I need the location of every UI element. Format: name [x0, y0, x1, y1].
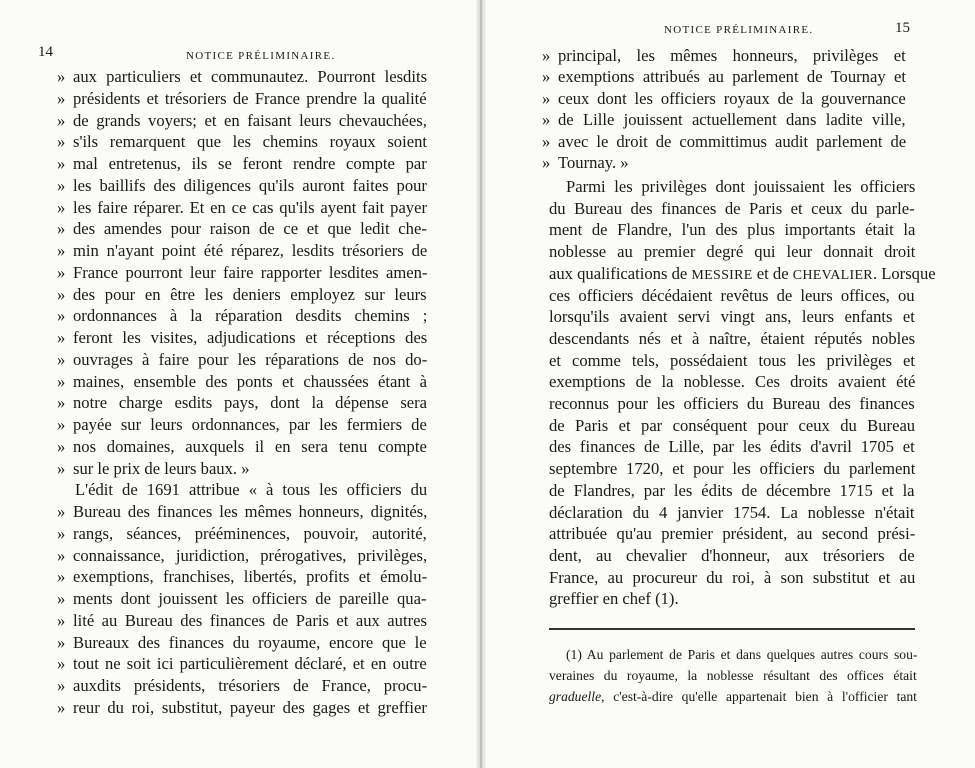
text-line: » aux particuliers et communautez. Pourront lesdits: [57, 67, 428, 86]
text-line: et comme tels, possédaient tous les privilèges et: [549, 350, 915, 370]
running-head: NOTICE PRÉLIMINAIRE.: [186, 50, 336, 62]
text-line: déclaration du 4 janvier 1754. La noblesse n'était: [549, 502, 915, 522]
page-number: 14: [38, 44, 53, 60]
text-line: attribuée qu'au premier président, au second prési-: [549, 524, 916, 544]
text-line: septembre 1720, et pour les officiers du parlement: [549, 459, 916, 479]
text-line: » France pourront leur faire rapporter lesdites amen-: [57, 262, 428, 282]
text-line: » exemptions attribués au parlement de Tournay et: [542, 67, 906, 87]
text-line: » auxdits présidents, trésoriers de France, procu-: [57, 676, 428, 695]
text-line: descendants nés et à naître, étaient réputés nobles: [549, 328, 916, 348]
text-line: » exemptions, franchises, libertés, profits et émolu-: [57, 567, 428, 587]
text-line: greffier en chef (1).: [549, 589, 679, 609]
text-line: dent, au chevalier d'honneur, aux trésoriers de: [549, 545, 915, 565]
text-line: » mal entretenus, ils se feront rendre compte par: [57, 154, 427, 173]
text-line: » avec le droit de committimus audit parlement de: [542, 131, 907, 151]
text-line: » sur le prix de leurs baux. »: [57, 458, 250, 478]
text-line: » principal, les mêmes honneurs, privilèges et: [542, 46, 906, 65]
text-line: » ordonnances à la réparation desdits chemins ;: [57, 306, 428, 326]
text-line: » ments dont jouissent les officiers de pareille qua-: [57, 589, 427, 608]
text-line: » notre charge esdits pays, dont la dépense sera: [57, 393, 428, 413]
text-line: » reur du roi, substitut, payeur des gages et greffier: [57, 697, 427, 717]
text-line: ment de Flandre, l'un des plus importants était la: [549, 220, 916, 240]
text-line: reconnus pour les officiers du Bureau des finances: [549, 394, 915, 413]
footnote-line: veraines du royaume, la noblesse résultant des offices était: [549, 668, 917, 683]
footnote-line: graduelle, c'est-à-dire qu'elle appartenait bien à l'officier tant: [549, 689, 917, 704]
text-line: » ceux dont les officiers royaux de la gouvernance: [542, 88, 906, 108]
text-line: » de grands voyers; et en faisant leurs chevauchées,: [57, 110, 427, 130]
text-line: » feront les visites, adjudications et réceptions des: [57, 328, 428, 347]
text-line: ces officiers décédaient revêtus de leurs offices, ou: [549, 285, 915, 305]
text-line: exemptions de la noblesse. Ces droits avaient été: [549, 372, 916, 392]
footnote-line: (1) Au parlement de Paris et dans quelques autres cours sou-: [566, 647, 918, 662]
text-line: de Paris et par conséquent pour ceux du Bureau: [549, 415, 916, 435]
text-line: des finances de Lille, par les édits d'avril 1705 et: [549, 437, 915, 457]
text-line: » Tournay. »: [542, 153, 629, 172]
text-line: noblesse au premier degré qui leur donnait droit: [549, 242, 916, 262]
text-line: » connaissance, juridiction, prérogatives, privilèges,: [57, 545, 428, 565]
text-line: » lité au Bureau des finances de Paris et aux autres: [57, 610, 427, 630]
text-line: » Bureau des finances les mêmes honneurs, dignités,: [57, 502, 428, 521]
text-line: » tout ne soit ici particulièrement déclaré, et en outre: [57, 654, 427, 674]
text-line: lorsqu'ils avaient servi vingt ans, leurs enfants et: [549, 307, 915, 327]
text-line: » de Lille jouissent actuellement dans ladite ville,: [542, 110, 906, 130]
right-page: [484, 0, 975, 768]
text-line: France, au procureur du roi, à son substitut et au: [549, 567, 916, 587]
text-line: » les faire réparer. Et en ce cas qu'ils ayent fait payer: [57, 197, 427, 217]
left-page: [0, 0, 478, 768]
text-line: » les baillifs des diligences qu'ils auront faites pour: [57, 175, 427, 195]
text-line: du Bureau des finances de Paris et ceux du parle-: [549, 198, 915, 218]
text-line: » maines, ensemble des ponts et chaussées étant à: [57, 371, 427, 391]
text-line: » présidents et trésoriers de France prendre la qualité: [57, 88, 427, 108]
text-line: » payée sur leurs ordonnances, par les fermiers de: [57, 415, 427, 434]
text-line: aux qualifications de MESSIRE et de CHEVALIER. Lorsque: [549, 263, 936, 283]
text-line: » ouvrages à faire pour les réparations de nos do-: [57, 349, 428, 369]
text-line: » des pour en être les deniers employez sur leurs: [57, 284, 427, 304]
running-head: NOTICE PRÉLIMINAIRE.: [664, 24, 814, 36]
text-line: » s'ils remarquent que les chemins royaux soient: [57, 132, 427, 152]
text-line: L'édit de 1691 attribue « à tous les officiers du: [75, 480, 428, 500]
text-line: » nos domaines, auxquels il en sera tenu compte: [57, 436, 427, 456]
text-line: » Bureaux des finances du royaume, encore que le: [57, 632, 427, 652]
text-line: de Flandres, par les édits de décembre 1715 et la: [549, 480, 915, 500]
footnote-rule: [549, 628, 915, 630]
text-line: Parmi les privilèges dont jouissaient les officiers: [566, 177, 916, 196]
text-line: » rangs, séances, prééminences, pouvoir, autorité,: [57, 523, 427, 543]
page-number: 15: [895, 20, 910, 36]
text-line: » min n'ayant point été réparez, lesdits trésoriers de: [57, 241, 428, 260]
text-line: » des amendes pour raison de ce et que ledit che-: [57, 219, 427, 239]
